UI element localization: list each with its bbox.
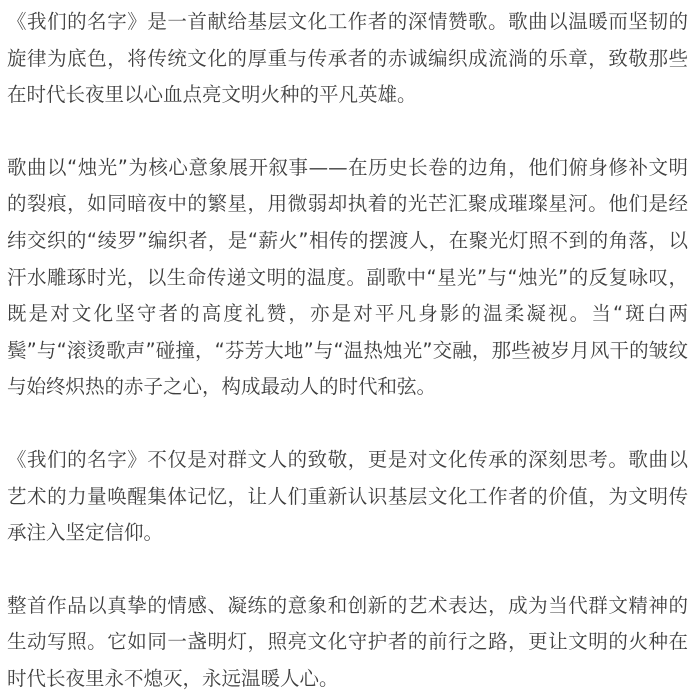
paragraph-conclusion: 整首作品以真挚的情感、凝练的意象和创新的艺术表达，成为当代群文精神的生动写照。它如同一盏明灯，照亮文化守护者的前行之路，更让文明的火种在时代长夜里永不熄灭，永远温暖人心。: [7, 593, 688, 690]
paragraph-spacer: [7, 406, 688, 442]
paragraph-spacer: [7, 114, 688, 150]
paragraph-candlelight: 歌曲以“烛光”为核心意象展开叙事——在历史长卷的边角，他们俯身修补文明的裂痕，如同暗夜中的繁星，用微弱却执着的光芒汇聚成璀璨星河。他们是经纬交织的“绫罗”编织者，是“薪火”相传的摆渡人，在聚光灯照不到的角落，以汗水雕琢时光，以生命传递文明的温度。副歌中“星光”与“烛光”的反复咏叹，既是对文化坚守者的高度礼赞，亦是对平凡身影的温柔凝视。当“斑白两鬓”与“滚烫歌声”碰撞，“芬芳大地”与“温热烛光”交融，那些被岁月风干的皱纹与始终炽热的赤子之心，构成最动人的时代和弦。: [7, 155, 688, 399]
paragraph-intro: 《我们的名字》是一首献给基层文化工作者的深情赞歌。歌曲以温暖而坚韧的旋律为底色，将传统文化的厚重与传承者的赤诚编织成流淌的乐章，致敬那些在时代长夜里以心血点亮文明火种的平凡英雄。: [7, 10, 688, 107]
paragraph-reflection: 《我们的名字》不仅是对群文人的致敬，更是对文化传承的深刻思考。歌曲以艺术的力量唤醒集体记忆，让人们重新认识基层文化工作者的价值，为文明传承注入坚定信仰。: [7, 447, 688, 545]
paragraph-spacer: [7, 552, 688, 588]
